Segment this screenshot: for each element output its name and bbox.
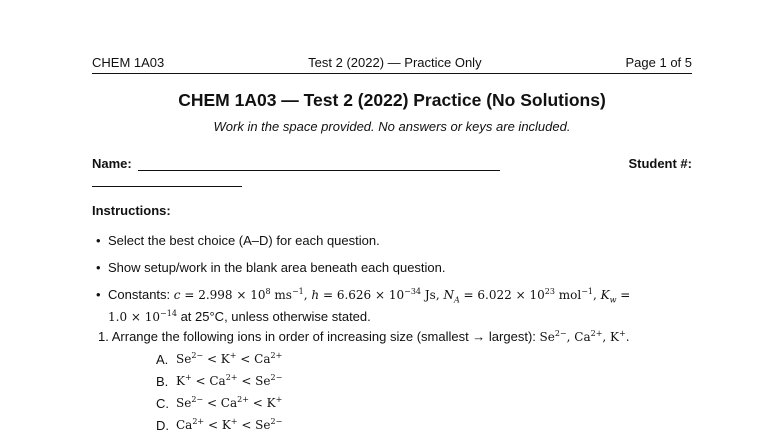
- header-test-title: Test 2 (2022) — Practice Only: [308, 55, 482, 70]
- option-b[interactable]: B. $K^+ < Ca^{2+} < Se^{2-}$: [156, 373, 283, 389]
- question-1: [98, 329, 692, 344]
- header-course: CHEM 1A03: [92, 55, 165, 70]
- running-header: [92, 55, 692, 70]
- constants-formulas: $c = 2.998 \times 10^8$ $ms^{-1}$, $h = 6.626 \times 10^{-34}$ Js, $N_A = 6.022 \times 10^{23}$ mol$^{-1}$, $K_w$ = $1.0 \times 10^{-14}$: [108, 287, 631, 325]
- question-text: Arrange the following ions in order of increasing size (smallest → largest):: [111, 329, 536, 344]
- header-divider: [92, 73, 692, 74]
- bullet-icon: •: [96, 260, 101, 275]
- instructions-list: [92, 232, 692, 336]
- option-c[interactable]: C. $Se^{2-} < Ca^{2+} < K^+$: [156, 395, 283, 411]
- page-title: CHEM 1A03 — Test 2 (2022) Practice (No Solutions): [178, 90, 606, 110]
- name-blank-line: [138, 170, 500, 171]
- question-ions: $Se^{2-}$, $Ca^{2+}$, K+.: [539, 329, 630, 344]
- instruction-item: • Show setup/work in the blank area beneath each question.: [96, 260, 446, 275]
- bullet-icon: •: [96, 233, 101, 248]
- student-number-blank-line: [92, 186, 242, 187]
- student-number-label: Student #:: [628, 156, 692, 171]
- header-page-number: Page 1 of 5: [625, 55, 692, 70]
- bullet-icon: •: [96, 287, 101, 302]
- question-number: 1.: [98, 329, 109, 344]
- page-subtitle: Work in the space provided. No answers or keys are included.: [213, 119, 571, 134]
- instructions-heading: Instructions:: [92, 203, 171, 218]
- instruction-item: • Select the best choice (A–D) for each question.: [96, 233, 380, 248]
- option-d[interactable]: D. $Ca^{2+} < K^+ < Se^{2-}$: [156, 417, 283, 433]
- answer-options: [156, 348, 282, 436]
- name-label: Name:: [92, 156, 132, 171]
- option-a[interactable]: A. $Se^{2-} < K^+ < Ca^{2+}$: [156, 351, 283, 367]
- instruction-item: • Constants: $c = 2.998 \times 10^8$ $ms^{-1}$, $h = 6.626 \times 10^{-34}$ Js, $N_A = 6.022 \times 10^{23}$ mol$^{-1}$, $K_w$ = $1.0 \times 10^{-14}$ at 25°C, unless otherwise stated.: [96, 287, 631, 325]
